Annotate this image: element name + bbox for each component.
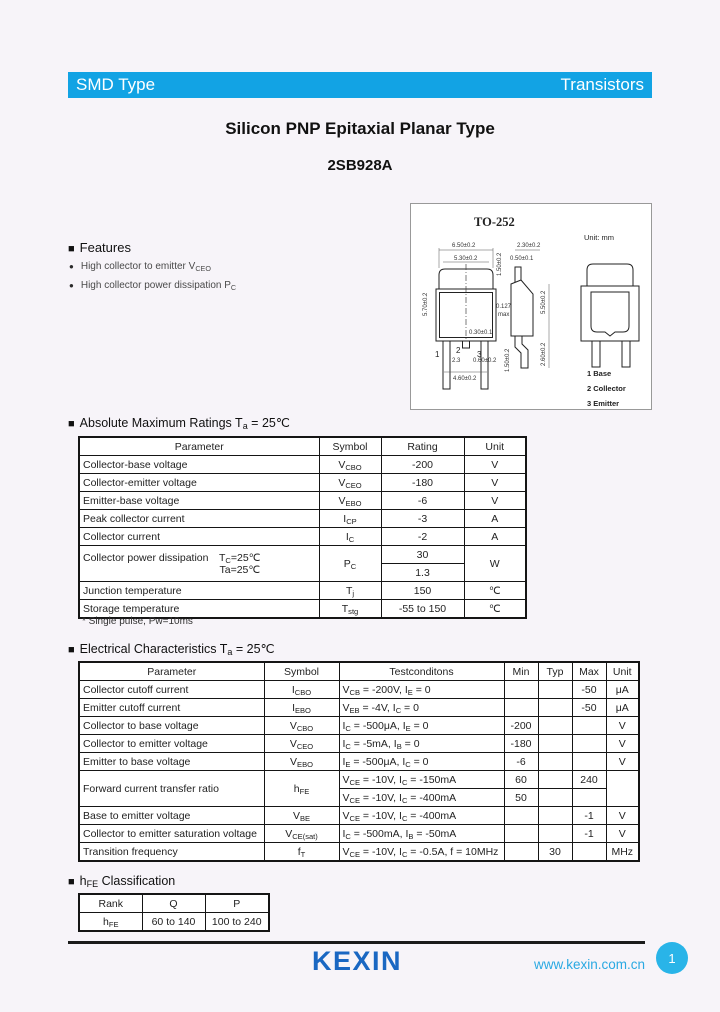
table-cell: A [464, 510, 526, 528]
table-row [79, 843, 639, 862]
table-cell: $I_C = -500\mu A$, $I_E = 0$ [339, 717, 504, 735]
table-cell [572, 717, 606, 735]
table-cell: $V_{CE} = -10V$, $I_C = -150mA$ [339, 771, 504, 789]
pin-legend-base: 1 Base [587, 369, 612, 378]
column-header: Rank [79, 894, 142, 913]
column-header: Parameter [79, 437, 319, 456]
dim-side-small: 0.50±0.1 [510, 256, 534, 262]
table-cell: -1 [572, 825, 606, 843]
table-cell: Storage temperature [79, 600, 319, 619]
table-cell [538, 807, 572, 825]
table-cell: Emitter cutoff current [79, 699, 264, 717]
dim-lead-length: 2.60±0.2 [541, 342, 547, 366]
header-row [79, 437, 526, 456]
back-view [581, 264, 639, 407]
table-cell: $I_C = -5mA$, $I_B = 0$ [339, 735, 504, 753]
header-banner [68, 72, 652, 98]
table-cell: A [464, 528, 526, 546]
table-cell: V [606, 825, 639, 843]
table-cell: V [606, 717, 639, 735]
table-cell: -200 [504, 717, 538, 735]
table-cell: 150 [381, 582, 464, 600]
table-cell: $I_C$ [319, 528, 381, 546]
table-cell: -180 [381, 474, 464, 492]
column-header: Unit [606, 662, 639, 681]
table-cell: $I_{EBO}$ [264, 699, 339, 717]
table-row [79, 456, 526, 474]
table-row [79, 681, 639, 699]
table-row [79, 771, 639, 789]
table-cell: -180 [504, 735, 538, 753]
bullet-icon: ● [69, 281, 74, 290]
table-cell [538, 699, 572, 717]
table-cell: Transition frequency [79, 843, 264, 862]
banner-right-label: Transistors [560, 75, 644, 94]
pin-legend-emitter: 3 Emitter [587, 399, 620, 407]
table-cell [572, 735, 606, 753]
table-cell: -50 [572, 699, 606, 717]
table-cell [572, 789, 606, 807]
table-cell: ℃ [464, 582, 526, 600]
table-cell: $V_{CE(sat)}$ [264, 825, 339, 843]
column-header: Q [142, 894, 205, 913]
table-cell: V [606, 807, 639, 825]
table-cell [504, 807, 538, 825]
feature-item: ● High collector to emitter $V_{CEO}$ [69, 261, 211, 273]
hfe-class-heading: ■ $h_{FE}$ Classification [68, 874, 176, 889]
pin-number-2: 2 [456, 346, 461, 355]
table-row [79, 582, 526, 600]
column-header: Symbol [264, 662, 339, 681]
table-row [79, 753, 639, 771]
table-cell: V [464, 456, 526, 474]
table-cell [538, 789, 572, 807]
table-cell: 100 to 240 [205, 913, 269, 932]
table-cell: Emitter-base voltage [79, 492, 319, 510]
table-cell: μA [606, 699, 639, 717]
side-view [496, 243, 549, 372]
page-title: Silicon PNP Epitaxial Planar Type [225, 119, 495, 138]
table-cell: $V_{CBO}$ [319, 456, 381, 474]
table-cell: $V_{EBO}$ [264, 753, 339, 771]
table-cell [504, 681, 538, 699]
table-cell: Emitter to base voltage [79, 753, 264, 771]
table-cell: Collector to base voltage [79, 717, 264, 735]
table-cell: 240 [572, 771, 606, 789]
section-marker-icon: ■ [68, 243, 75, 255]
table-cell [538, 717, 572, 735]
table-cell: $V_{EB} = -4V$, $I_C = 0$ [339, 699, 504, 717]
table-cell: $f_T$ [264, 843, 339, 862]
pin-number-3: 3 [477, 350, 482, 359]
table-cell: $V_{CE} = -10V$, $I_C = -400mA$ [339, 789, 504, 807]
table-cell: $V_{CB} = -200V$, $I_E = 0$ [339, 681, 504, 699]
table-cell: $I_C = -500mA$, $I_B = -50mA$ [339, 825, 504, 843]
table-cell: -50 [572, 681, 606, 699]
table-row [79, 807, 639, 825]
table-cell: $I_{CP}$ [319, 510, 381, 528]
section-marker-icon: ■ [68, 876, 75, 888]
table-cell: 30 [381, 546, 464, 564]
column-header: Unit [464, 437, 526, 456]
package-name: TO-252 [474, 215, 515, 229]
table-cell: 60 to 140 [142, 913, 205, 932]
table-cell: $V_{EBO}$ [319, 492, 381, 510]
package-drawing [411, 204, 649, 407]
table-cell: $V_{CE} = -10V$, $I_C = -400mA$ [339, 807, 504, 825]
page-number-badge [656, 942, 688, 974]
table-cell: V [464, 474, 526, 492]
package-outline-figure [410, 203, 652, 410]
table-cell: Collector-base voltage [79, 456, 319, 474]
table-cell: $h_{FE}$ [264, 771, 339, 807]
dim-pin2-width: 0.30±0.1 [469, 330, 493, 336]
kexin-logo: KEXIN [312, 946, 403, 976]
table-cell [572, 843, 606, 862]
table-cell [538, 681, 572, 699]
dim-front-width-inner: 5.30±0.2 [454, 256, 478, 262]
dim-front-width: 6.50±0.2 [452, 243, 476, 249]
header-row [79, 662, 639, 681]
abs-max-footnote: * Single pulse, Pw=10ms [82, 616, 193, 627]
table-cell: $V_{CE} = -10V$, $I_C = -0.5A$, f = 10MHz [339, 843, 504, 862]
table-cell: $h_{FE}$ [79, 913, 142, 932]
table-cell: 50 [504, 789, 538, 807]
table-cell [538, 771, 572, 789]
table-row [79, 510, 526, 528]
table-cell: $I_E = -500\mu A$, $I_C = 0$ [339, 753, 504, 771]
header-row [79, 894, 269, 913]
abs-max-table [78, 436, 527, 619]
table-row [79, 913, 269, 932]
hfe-class-table [78, 893, 270, 932]
table-cell: Peak collector current [79, 510, 319, 528]
dim-lead-width: 1.50±0.2 [505, 348, 511, 372]
table-cell: $V_{BE}$ [264, 807, 339, 825]
table-cell [606, 771, 639, 807]
dim-pin-span: 4.60±0.2 [453, 376, 477, 382]
table-cell: 1.3 [381, 564, 464, 582]
column-header: Rating [381, 437, 464, 456]
table-cell: Collector current [79, 528, 319, 546]
table-cell [504, 843, 538, 862]
table-cell: Collector to emitter voltage [79, 735, 264, 753]
footer-divider [68, 941, 645, 944]
table-cell: Collector-emitter voltage [79, 474, 319, 492]
table-cell: -6 [504, 753, 538, 771]
table-cell: Junction temperature [79, 582, 319, 600]
table-cell: -3 [381, 510, 464, 528]
table-row [79, 546, 526, 564]
table-cell: $V_{CBO}$ [264, 717, 339, 735]
table-row [79, 528, 526, 546]
dim-side-height: 5.50±0.2 [541, 290, 547, 314]
table-row [79, 825, 639, 843]
table-row [79, 735, 639, 753]
bullet-icon: ● [69, 262, 74, 271]
table-cell: $I_{CBO}$ [264, 681, 339, 699]
table-row [79, 474, 526, 492]
column-header: Testconditons [339, 662, 504, 681]
unit-label: Unit: mm [584, 233, 614, 242]
table-row [79, 699, 639, 717]
column-header: Typ [538, 662, 572, 681]
dim-side-top: 2.30±0.2 [517, 243, 541, 249]
table-cell [504, 699, 538, 717]
website-link[interactable]: www.kexin.com.cn [533, 957, 645, 972]
table-cell: V [464, 492, 526, 510]
section-marker-icon: ■ [68, 418, 75, 430]
column-header: Symbol [319, 437, 381, 456]
table-row [79, 717, 639, 735]
column-header: Min [504, 662, 538, 681]
dim-tab-height: 1.50±0.2 [497, 252, 503, 276]
table-cell: $P_C$ [319, 546, 381, 582]
elec-char-table [78, 661, 640, 862]
table-cell: 30 [538, 843, 572, 862]
table-cell: $V_{CEO}$ [319, 474, 381, 492]
table-cell: ℃ [464, 600, 526, 619]
pin-legend-collector: 2 Collector [587, 384, 626, 393]
table-cell: -1 [572, 807, 606, 825]
table-cell: W [464, 546, 526, 582]
table-cell: Collector power dissipation $T_C=25℃$ Ta=25℃ [79, 546, 319, 582]
table-cell: V [606, 753, 639, 771]
table-cell: Collector to emitter saturation voltage [79, 825, 264, 843]
abs-max-heading: ■ Absolute Maximum Ratings $T_a$ = 25℃ [68, 416, 290, 431]
part-number: 2SB928A [327, 157, 393, 174]
table-cell: -200 [381, 456, 464, 474]
table-cell [538, 735, 572, 753]
feature-item: ● High collector power dissipation $P_C$ [69, 280, 237, 292]
table-cell [572, 753, 606, 771]
page-number: 1 [668, 950, 676, 966]
table-cell: $T_j$ [319, 582, 381, 600]
elec-char-heading: ■ Electrical Characteristics $T_a$ = 25℃ [68, 642, 275, 657]
banner-left-label: SMD Type [76, 75, 156, 94]
table-cell: Collector cutoff current [79, 681, 264, 699]
front-view [423, 243, 503, 389]
table-cell [538, 825, 572, 843]
table-cell: $V_{CEO}$ [264, 735, 339, 753]
column-header: Max [572, 662, 606, 681]
dim-body-height: 5.70±0.2 [423, 292, 429, 316]
table-cell: 60 [504, 771, 538, 789]
column-header: P [205, 894, 269, 913]
table-cell: -2 [381, 528, 464, 546]
pin-number-1: 1 [435, 350, 440, 359]
table-row [79, 492, 526, 510]
table-cell: MHz [606, 843, 639, 862]
table-cell [504, 825, 538, 843]
table-cell: Base to emitter voltage [79, 807, 264, 825]
table-cell: $T_{stg}$ [319, 600, 381, 619]
table-cell: V [606, 735, 639, 753]
table-cell: μA [606, 681, 639, 699]
dim-flatness: 0.127 [496, 304, 512, 310]
dim-pin-pitch: 2.3 [452, 358, 461, 364]
section-marker-icon: ■ [68, 644, 75, 656]
table-cell [538, 753, 572, 771]
table-cell: -6 [381, 492, 464, 510]
dim-flatness-qual: max [498, 312, 510, 318]
table-cell: Forward current transfer ratio [79, 771, 264, 807]
features-heading: ■ Features [68, 240, 131, 255]
dim-pin-width: 0.60±0.2 [473, 358, 497, 364]
table-cell: -55 to 150 [381, 600, 464, 619]
column-header: Parameter [79, 662, 264, 681]
